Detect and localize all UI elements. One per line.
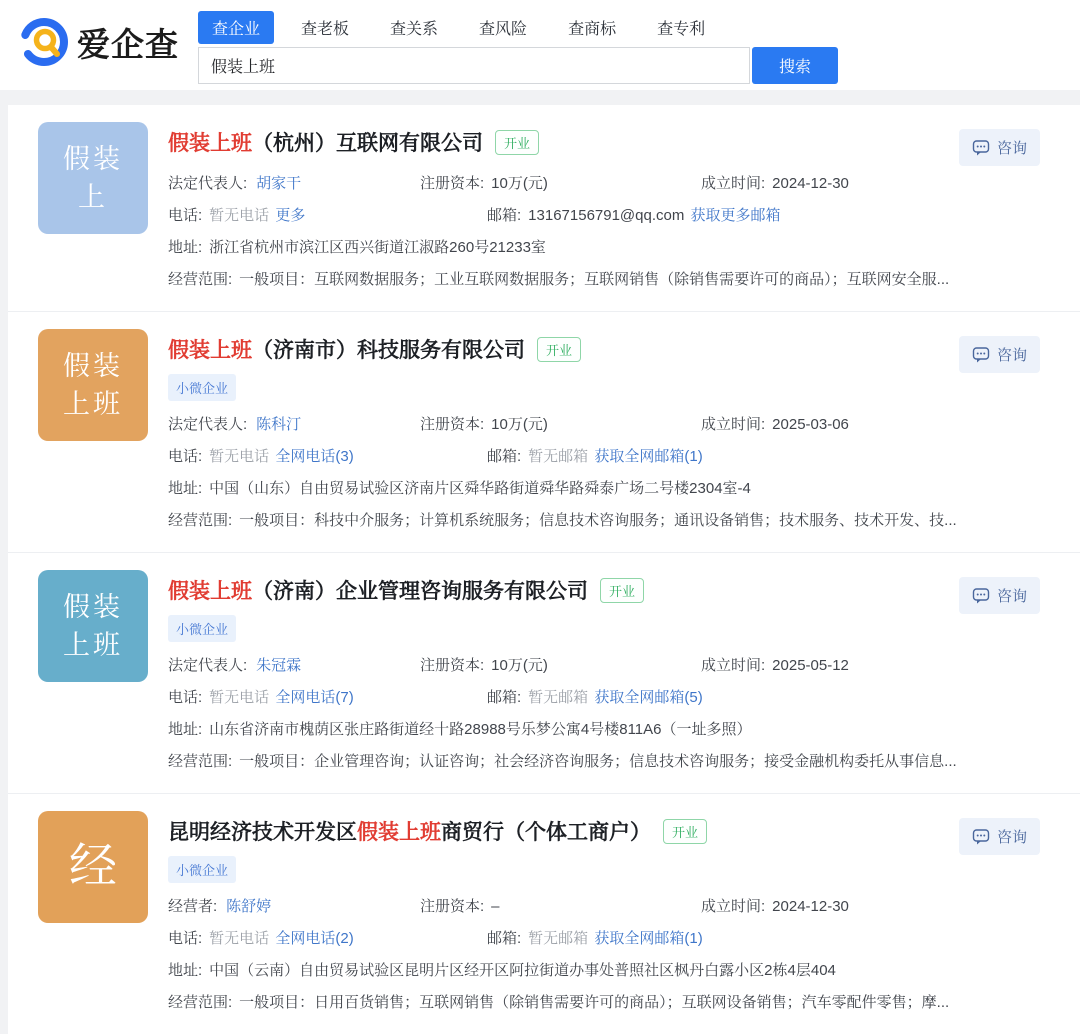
field-email: 邮箱: 13167156791@qq.com 获取更多邮箱 (487, 207, 781, 224)
operator-link[interactable]: 陈舒婷 (226, 898, 272, 915)
status-badge: 开业 (600, 578, 644, 603)
field-phone: 电话: 暂无电话 更多 (168, 207, 306, 224)
status-badge: 开业 (537, 337, 581, 362)
field-phone: 电话: 暂无电话 全网电话(2) (168, 930, 354, 947)
phone-more-link[interactable]: 全网电话(2) (275, 930, 354, 947)
company-avatar[interactable] (38, 122, 148, 234)
field-operator: 经营者: 陈舒婷 (168, 898, 272, 915)
field-email: 邮箱: 暂无邮箱 获取全网邮箱(5) (487, 689, 703, 706)
field-business-scope: 经营范围: 一般项目：科技中介服务；计算机系统服务；信息技术咨询服务；通讯设备销售；技术服务、技术开发、技... (168, 512, 957, 529)
field-established-date: 成立时间: 2024-12-30 (701, 898, 849, 915)
field-address: 地址: 山东省济南市槐荫区张庄路街道经十路28988号乐梦公寓4号楼811A6（一址多照） (168, 721, 752, 738)
title-suffix: （济南）企业管理咨询服务有限公司 (252, 580, 588, 603)
field-phone: 电话: 暂无电话 全网电话(3) (168, 448, 354, 465)
field-phone: 电话: 暂无电话 全网电话(7) (168, 689, 354, 706)
field-established-date: 成立时间: 2025-05-12 (701, 657, 849, 674)
avatar-text: 上班 (63, 389, 123, 419)
logo-text: 爱企查 (77, 25, 179, 63)
legal-representative-link[interactable]: 朱冠霖 (256, 657, 302, 674)
header (0, 0, 1080, 90)
consult-button[interactable]: 咨询 (959, 129, 1040, 166)
field-business-scope: 经营范围: 一般项目：日用百货销售；互联网销售（除销售需要许可的商品）；互联网设备销售；汽车零配件零售；摩... (168, 994, 950, 1011)
title-prefix: 昆明经济技术开发区 (168, 821, 357, 844)
field-email: 邮箱: 暂无邮箱 获取全网邮箱(1) (487, 448, 703, 465)
company-avatar[interactable] (38, 329, 148, 441)
search-button[interactable]: 搜索 (752, 47, 838, 84)
company-card (8, 105, 1080, 312)
chat-bubble-icon (972, 828, 990, 846)
email-more-link[interactable]: 获取全网邮箱(1) (594, 930, 703, 947)
company-card (8, 553, 1080, 794)
chat-bubble-icon (972, 139, 990, 157)
title-keyword-highlight: 假装上班 (168, 339, 252, 362)
field-registered-capital: 注册资本: – (420, 898, 500, 915)
company-title[interactable] (168, 575, 588, 605)
company-avatar[interactable] (38, 811, 148, 923)
field-business-scope: 经营范围: 一般项目：互联网数据服务；工业互联网数据服务；互联网销售（除销售需要许可的商品）；互联网安全服... (168, 271, 950, 288)
avatar-text: 上班 (63, 630, 123, 660)
tab-trademark[interactable]: 查商标 (568, 21, 617, 38)
title-keyword-highlight: 假装上班 (168, 132, 252, 155)
field-address: 地址: 中国（云南）自由贸易试验区昆明片区经开区阿拉街道办事处普照社区枫丹白露小区2栋4层404 (168, 962, 836, 979)
company-card (8, 794, 1080, 1034)
field-address: 地址: 浙江省杭州市滨江区西兴街道江淑路260号21233室 (168, 239, 546, 256)
tab-company[interactable]: 查企业 (198, 11, 274, 44)
field-legal-representative: 法定代表人: 陈科汀 (168, 416, 302, 433)
legal-representative-link[interactable]: 陈科汀 (256, 416, 302, 433)
avatar-text: 上 (78, 182, 108, 212)
chat-bubble-icon (972, 346, 990, 364)
field-business-scope: 经营范围: 一般项目：企业管理咨询；认证咨询；社会经济咨询服务；信息技术咨询服务；接受金融机构委托从事信息... (168, 753, 957, 770)
email-more-link[interactable]: 获取全网邮箱(5) (594, 689, 703, 706)
field-address: 地址: 中国（山东）自由贸易试验区济南片区舜华路街道舜华路舜泰广场二号楼2304室-4 (168, 480, 751, 497)
field-legal-representative: 法定代表人: 朱冠霖 (168, 657, 302, 674)
tab-relations[interactable]: 查关系 (390, 21, 439, 38)
results-list (8, 105, 1080, 1034)
legal-representative-link[interactable]: 胡家干 (256, 175, 302, 192)
title-keyword-highlight: 假装上班 (168, 580, 252, 603)
phone-more-link[interactable]: 全网电话(3) (275, 448, 354, 465)
field-registered-capital: 注册资本: 10万(元) (420, 657, 548, 674)
title-keyword-highlight: 假装上班 (357, 821, 441, 844)
title-suffix: （杭州）互联网有限公司 (252, 132, 483, 155)
email-more-link[interactable]: 获取全网邮箱(1) (594, 448, 703, 465)
tab-patent[interactable]: 查专利 (657, 21, 706, 38)
field-established-date: 成立时间: 2024-12-30 (701, 175, 849, 192)
field-email: 邮箱: 暂无邮箱 获取全网邮箱(1) (487, 930, 703, 947)
company-title[interactable] (168, 334, 525, 364)
phone-more-link[interactable]: 更多 (275, 207, 306, 224)
field-registered-capital: 注册资本: 10万(元) (420, 416, 548, 433)
field-legal-representative: 法定代表人: 胡家干 (168, 175, 302, 192)
avatar-text: 假装 (63, 351, 123, 381)
avatar-text: 假装 (63, 592, 123, 622)
tab-boss[interactable]: 查老板 (301, 21, 350, 38)
nav-tabs (198, 11, 838, 44)
company-title[interactable] (168, 127, 483, 157)
consult-button[interactable]: 咨询 (959, 818, 1040, 855)
company-title[interactable] (168, 816, 651, 846)
tag-small-micro-enterprise: 小微企业 (168, 374, 236, 401)
search-input[interactable] (198, 47, 750, 84)
status-badge: 开业 (495, 130, 539, 155)
logo-icon (18, 16, 70, 68)
consult-button[interactable]: 咨询 (959, 336, 1040, 373)
company-card (8, 312, 1080, 553)
email-more-link[interactable]: 获取更多邮箱 (690, 207, 781, 224)
consult-button[interactable]: 咨询 (959, 577, 1040, 614)
avatar-text: 假装 (63, 144, 123, 174)
tag-small-micro-enterprise: 小微企业 (168, 615, 236, 642)
company-avatar[interactable] (38, 570, 148, 682)
header-divider (0, 90, 1080, 105)
title-suffix: （济南市）科技服务有限公司 (252, 339, 525, 362)
tag-small-micro-enterprise: 小微企业 (168, 856, 236, 883)
title-suffix: 商贸行（个体工商户） (441, 821, 651, 844)
app-logo[interactable] (18, 16, 198, 68)
status-badge: 开业 (663, 819, 707, 844)
tab-risk[interactable]: 查风险 (479, 21, 528, 38)
avatar-text: 经 (68, 840, 117, 893)
field-registered-capital: 注册资本: 10万(元) (420, 175, 548, 192)
phone-more-link[interactable]: 全网电话(7) (275, 689, 354, 706)
chat-bubble-icon (972, 587, 990, 605)
search-area (198, 11, 838, 84)
field-established-date: 成立时间: 2025-03-06 (701, 416, 849, 433)
